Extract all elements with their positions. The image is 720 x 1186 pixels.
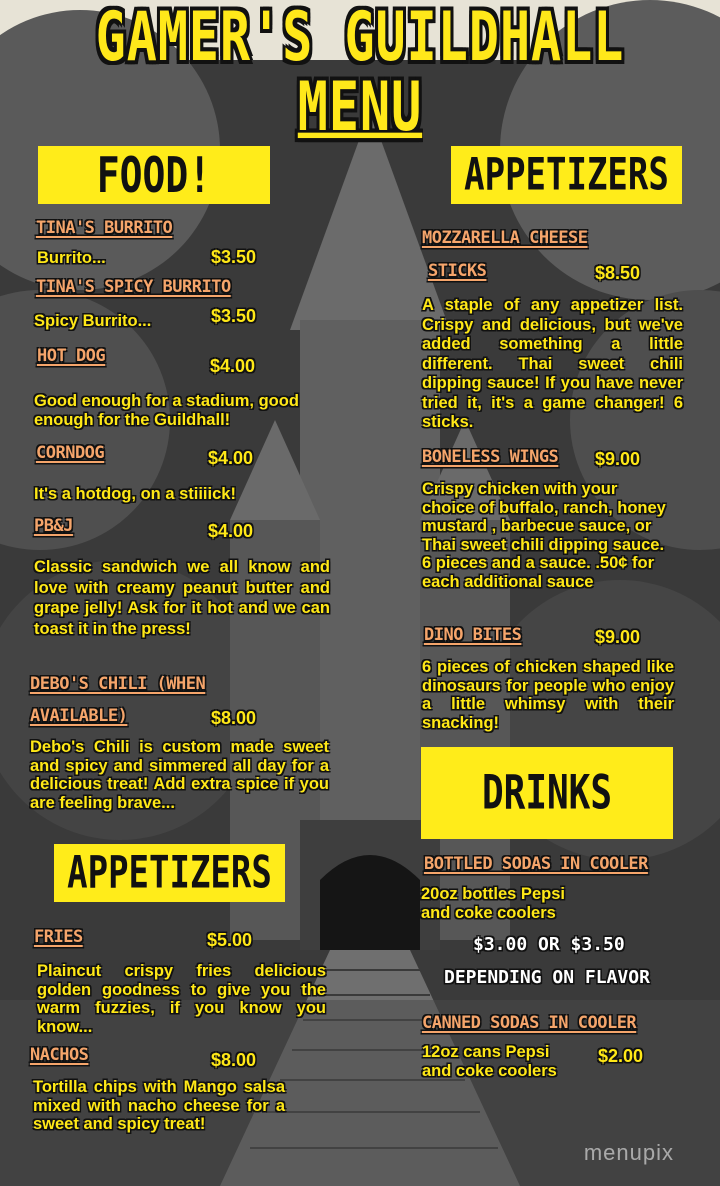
item-name-hot-dog: HOT DOG <box>37 346 106 366</box>
appetizers-right-section-header: APPETIZERS <box>451 146 682 204</box>
item-desc-bottled-sodas: 20oz bottles Pepsi <box>421 885 565 903</box>
item-name-pbj: PB&J <box>34 516 73 536</box>
item-name-nachos: NACHOS <box>30 1045 89 1065</box>
item-price-tinas-spicy-burrito: $3.50 <box>211 306 257 326</box>
item-name-mozzarella-sticks-line2: STICKS <box>428 261 487 281</box>
menu-subtitle: MENU <box>297 67 423 147</box>
item-name-tinas-spicy-burrito: TINA'S SPICY BURRITO <box>36 277 231 297</box>
item-desc-canned-sodas: 12oz cans Pepsi <box>422 1043 550 1061</box>
bottled-sodas-note: DEPENDING ON FLAVOR <box>444 967 650 988</box>
item-price-pbj: $4.00 <box>208 521 254 541</box>
item-desc-tinas-burrito: Burrito... <box>37 249 106 267</box>
item-desc-pbj: Classic sandwich we all know and love with creamy peanut butter and grape jelly! Ask for it hot and we can toast it in the press! <box>34 558 330 638</box>
item-desc-nachos: Tortilla chips with Mango salsa mixed with nacho cheese for a sweet and spicy treat! <box>33 1078 285 1133</box>
item-price-debos-chili: $8.00 <box>211 708 257 728</box>
item-name-corndog: CORNDOG <box>36 443 105 463</box>
item-desc-bottled-sodas-line2: and coke coolers <box>421 904 556 922</box>
item-name-boneless-wings: BONELESS WINGS <box>422 447 559 467</box>
item-desc-debos-chili: Debo's Chili is custom made sweet and spicy and simmered all day for a delicious treat! Add extra spice if you are feeling brave... <box>30 738 329 812</box>
appetizers-left-section-header: APPETIZERS <box>54 844 285 902</box>
menu-title: GAMER'S GUILDHALL <box>95 0 625 77</box>
item-desc-mozzarella-sticks: A staple of any appetizer list. Crispy and delicious, but we've added something a little different. Thai sweet chili dipping sauce! If you have never tried it, it's a game changer! 6 sticks. <box>422 296 683 431</box>
item-price-tinas-burrito: $3.50 <box>211 247 257 267</box>
item-name-debos-chili: DEBO'S CHILI (WHEN <box>30 674 206 694</box>
item-desc-canned-sodas-line2: and coke coolers <box>422 1062 557 1080</box>
item-price-canned-sodas: $2.00 <box>598 1046 644 1066</box>
item-name-bottled-sodas: BOTTLED SODAS IN COOLER <box>424 854 648 874</box>
item-name-dino-bites: DINO BITES <box>424 625 522 645</box>
item-desc-tinas-spicy-burrito: Spicy Burrito... <box>34 312 152 330</box>
item-price-mozzarella-sticks: $8.50 <box>595 263 641 283</box>
item-name-debos-chili-line2: AVAILABLE) <box>30 706 128 726</box>
item-desc-hot-dog: Good enough for a stadium, good enough for the Guildhall! <box>34 392 299 429</box>
item-price-corndog: $4.00 <box>208 448 254 468</box>
drinks-section-header: DRINKS <box>421 747 673 839</box>
item-price-nachos: $8.00 <box>211 1050 257 1070</box>
item-price-dino-bites: $9.00 <box>595 627 641 647</box>
item-price-hot-dog: $4.00 <box>210 356 256 376</box>
item-name-tinas-burrito: TINA'S BURRITO <box>36 218 173 238</box>
item-price-bottled-sodas: $3.00 OR $3.50 <box>473 934 625 955</box>
item-desc-dino-bites: 6 pieces of chicken shaped like dinosaurs for people who enjoy a little whimsy with their snacking! <box>422 658 674 732</box>
item-desc-corndog: It's a hotdog, on a stiiiick! <box>34 485 236 503</box>
item-desc-fries: Plaincut crispy fries delicious golden goodness to give you the warm fuzzies, if you know you know... <box>37 962 326 1036</box>
watermark: menupix <box>583 1140 674 1165</box>
item-price-boneless-wings: $9.00 <box>595 449 641 469</box>
item-name-canned-sodas: CANNED SODAS IN COOLER <box>422 1013 637 1033</box>
item-price-fries: $5.00 <box>207 930 253 950</box>
food-section-header: FOOD! <box>38 146 270 204</box>
item-name-mozzarella-sticks: MOZZARELLA CHEESE <box>422 228 588 248</box>
item-name-fries: FRIES <box>34 927 83 947</box>
item-desc-boneless-wings: Crispy chicken with your choice of buffalo, ranch, honey mustard , barbecue sauce, or Thai sweet chili dipping sauce. 6 pieces and a sauce. .50¢ for each additional sauce <box>422 480 666 591</box>
